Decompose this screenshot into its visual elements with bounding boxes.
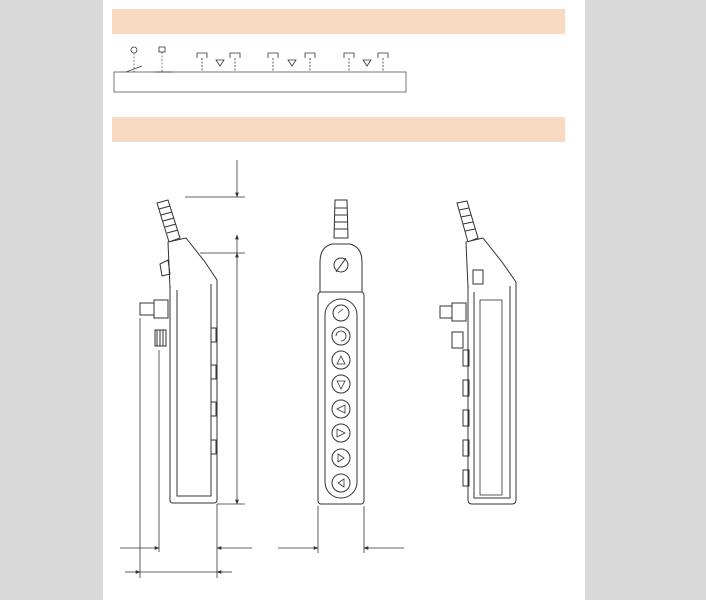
- button-back-icon: [332, 474, 350, 492]
- button-emergency-icon: [333, 305, 349, 321]
- button-left-icon: [332, 400, 350, 418]
- button-start-icon: [332, 327, 350, 345]
- section-view: [440, 201, 516, 504]
- button-right-icon: [332, 424, 350, 442]
- side-view: [140, 200, 217, 503]
- button-down-icon: [332, 375, 350, 393]
- button-forward-icon: [332, 449, 350, 467]
- button-up-icon: [332, 351, 350, 369]
- width-dimension-lines: [278, 506, 404, 553]
